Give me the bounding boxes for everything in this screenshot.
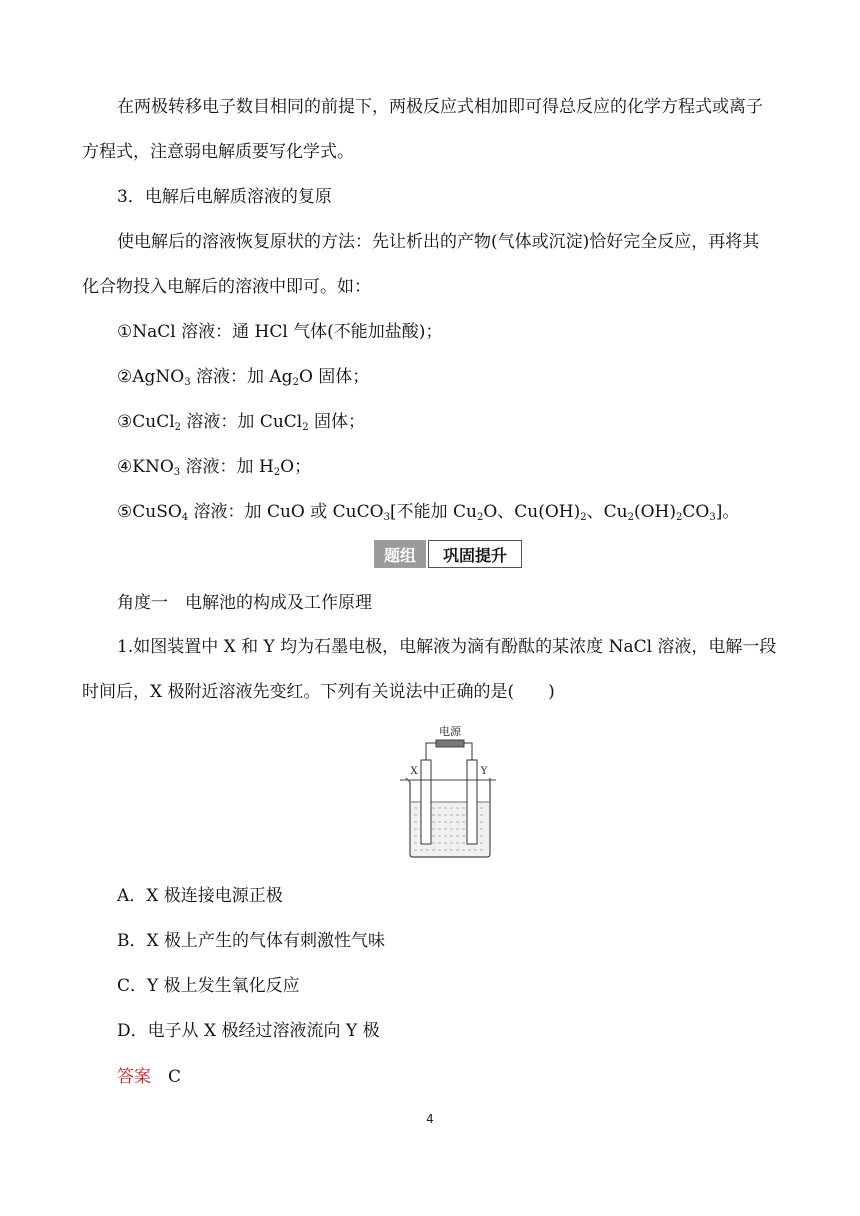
power-label: 电源 bbox=[439, 725, 461, 738]
electrode-y bbox=[467, 760, 477, 844]
question-line: 时间后，X 极附近溶液先变红。下列有关说法中正确的是( ) bbox=[82, 682, 555, 702]
list-item: $④KNO_3$ 溶液：加 $H_2O$； bbox=[117, 457, 312, 478]
paragraph-line: 使电解后的溶液恢复原状的方法：先让析出的产物(气体或沉淀)恰好完全反应，再将其 bbox=[117, 232, 760, 252]
paragraph-line: 在两极转移电子数目相同的前提下，两极反应式相加即可得总反应的化学方程式或离子 bbox=[117, 97, 763, 117]
option-c: C．Y 极上发生氧化反应 bbox=[117, 976, 300, 996]
page-number: 4 bbox=[426, 1112, 434, 1126]
option-b: B．X 极上产生的气体有刺激性气味 bbox=[117, 931, 385, 951]
section-heading: 3．电解后电解质溶液的复原 bbox=[117, 187, 332, 207]
answer-line bbox=[117, 1066, 817, 1088]
list-item: ③CuCl$_2$ 溶液：加 CuCl$_2$ 固体； bbox=[117, 412, 366, 433]
badge-right: 巩固提升 bbox=[428, 540, 522, 568]
option-a: A．X 极连接电源正极 bbox=[117, 886, 283, 906]
electrolysis-cell-diagram bbox=[396, 720, 500, 860]
wire-right bbox=[464, 743, 472, 760]
option-d: D．电子从 X 极经过溶液流向 Y 极 bbox=[117, 1021, 380, 1041]
list-item: ②AgNO$_3$ 溶液：加 $Ag_2O$ 固体； bbox=[117, 367, 370, 388]
list-item: ①NaCl 溶液：通 HCl 气体(不能加盐酸)； bbox=[117, 322, 443, 342]
angle-heading: 角度一 电解池的构成及工作原理 bbox=[117, 593, 372, 613]
wire-left bbox=[426, 743, 436, 760]
electrode-x bbox=[421, 760, 431, 844]
section-badge bbox=[374, 540, 522, 568]
paragraph-line: 化合物投入电解后的溶液中即可。如： bbox=[82, 277, 371, 297]
question-line: 1.如图装置中 X 和 Y 均为石墨电极，电解液为滴有酚酞的某浓度 NaCl 溶液，电解一段 bbox=[117, 637, 777, 657]
electrode-x-label: X bbox=[410, 766, 418, 777]
badge-left: 题组 bbox=[374, 540, 426, 568]
answer-label: 答案 bbox=[117, 1067, 151, 1087]
paragraph-line: 方程式，注意弱电解质要写化学式。 bbox=[82, 142, 354, 162]
electrode-y-label: Y bbox=[480, 766, 488, 777]
power-source-icon bbox=[436, 740, 464, 747]
answer-value: C bbox=[168, 1067, 182, 1087]
list-item: ⑤CuSO$_4$ 溶液：加 CuO 或 CuCO$_3$[不能加 $Cu_2O$、$Cu(OH)_2$、$Cu_2(OH)_2CO_3$]。 bbox=[117, 502, 740, 523]
